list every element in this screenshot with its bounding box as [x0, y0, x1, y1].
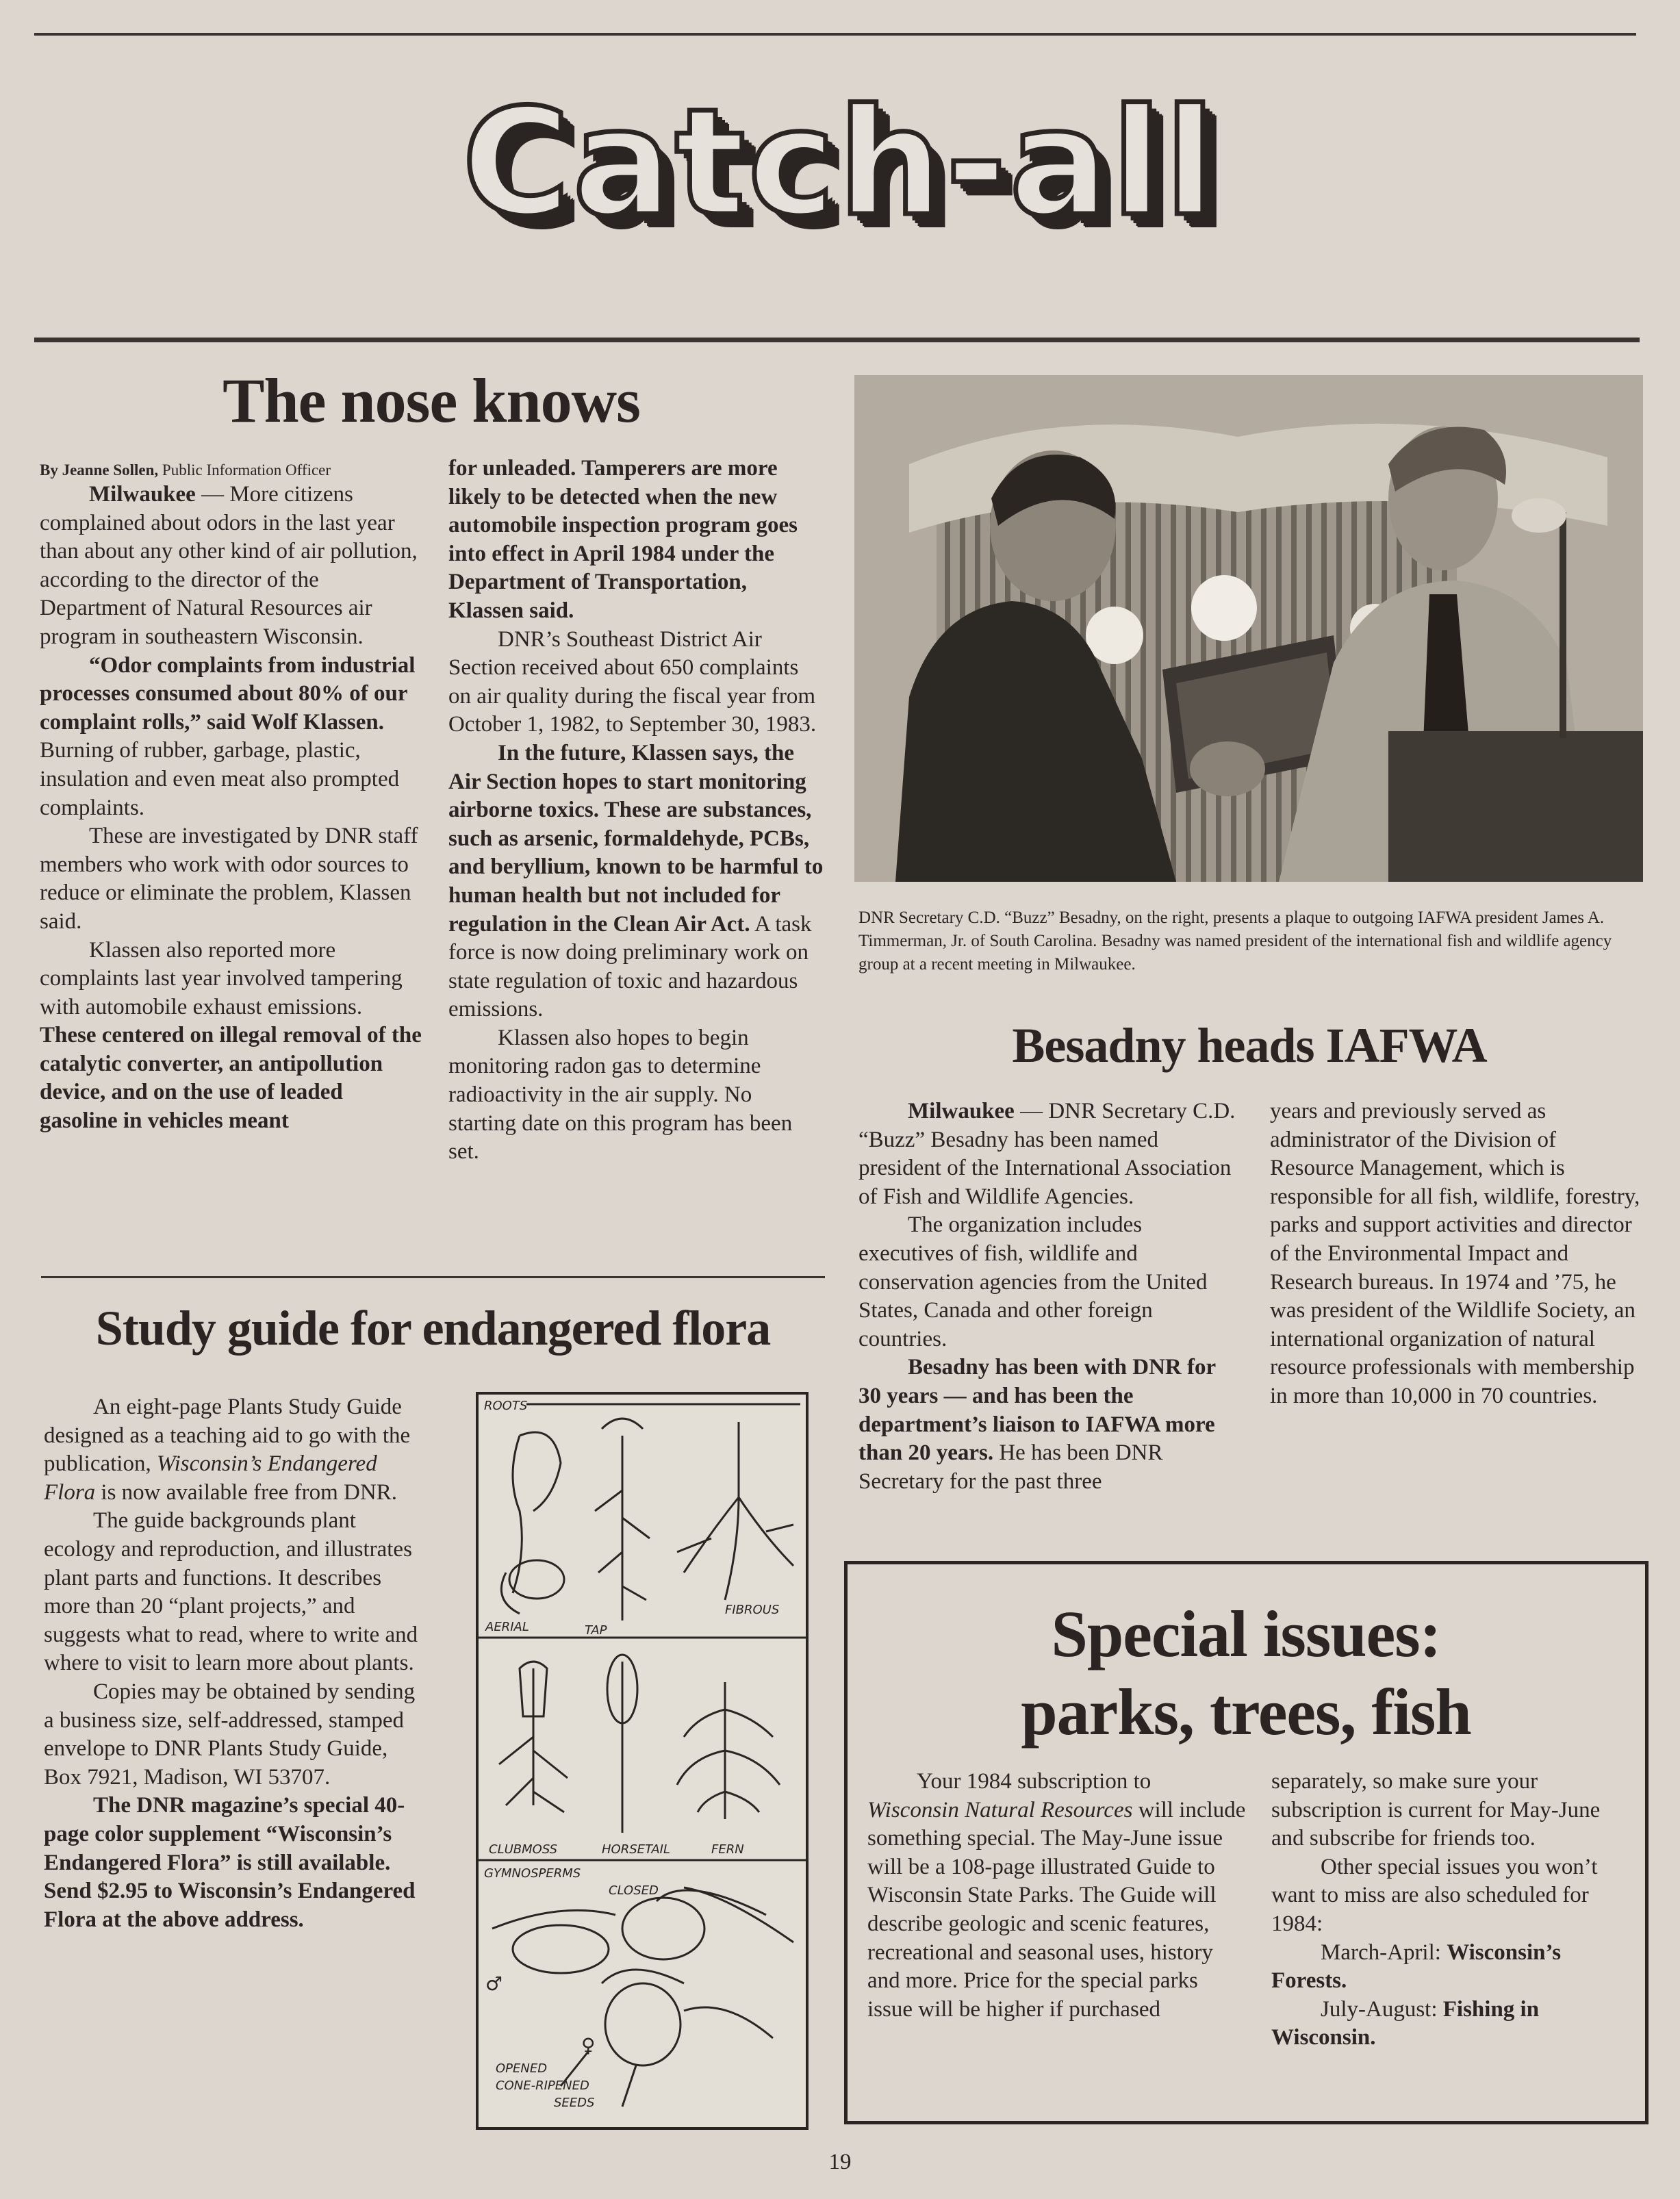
- byline-role: Public Information Officer: [158, 461, 331, 479]
- masthead-rule: [34, 338, 1640, 342]
- plant-drawing: [479, 1395, 806, 2127]
- paragraph: [44, 1792, 427, 1934]
- paragraph: [44, 1678, 427, 1792]
- paragraph-text: Burning of rubber, garbage, plastic, insulation and even meat also prompted complaints.: [40, 738, 400, 820]
- paragraph: [1271, 1996, 1627, 2052]
- label-seeds: SEEDS: [554, 2096, 595, 2110]
- byline: [40, 460, 423, 481]
- paragraph: [44, 1507, 427, 1678]
- paragraph-text: Other special issues you won’t want to miss are also scheduled for 1984:: [1271, 1854, 1598, 1936]
- paragraph-text: — More citizens complained about odors in the last year than about any other kind of air pollution, according to the director of the Department of Natural Resources air program in southeastern Wisconsin.: [40, 482, 418, 649]
- special-issues-headline: [849, 1595, 1643, 1751]
- paragraph: [448, 1024, 825, 1167]
- nose-column-2: [448, 455, 825, 1167]
- label-gymnosperms: GYMNOSPERMS: [484, 1866, 581, 1881]
- special-column-1: [867, 1768, 1247, 2024]
- paragraph: [40, 652, 423, 823]
- paragraph-text: These are investigated by DNR staff members who work with odor sources to reduce or eliminate the problem, Klassen said.: [40, 824, 418, 934]
- paragraph-bold: Besadny has been with DNR for 30 years — and has been the department’s liaison to IAFWA more than 20 years.: [858, 1355, 1216, 1466]
- paragraph: [448, 739, 825, 1024]
- paragraph: [867, 1768, 1247, 2024]
- paragraph: [858, 1097, 1238, 1211]
- paragraph: [858, 1353, 1238, 1496]
- paragraph: [1271, 1939, 1627, 1996]
- masthead-title: Catch-all: [462, 77, 1218, 249]
- byline-name: By Jeanne Sollen,: [40, 461, 159, 479]
- label-opened: OPENED: [496, 2061, 548, 2076]
- plant-illustration: [476, 1392, 809, 2130]
- paragraph: [1271, 1853, 1627, 1939]
- flora-headline: Study guide for endangered flora: [95, 1301, 771, 1356]
- label-clubmoss: CLUBMOSS: [489, 1842, 558, 1857]
- page-number: 19: [828, 2150, 852, 2174]
- publication-title: Wisconsin’s Endangered Flora: [44, 1451, 377, 1505]
- dateline: Milwaukee: [908, 1099, 1015, 1123]
- issue-topic: Fishing in Wisconsin.: [1271, 1996, 1540, 2050]
- award-photo: [854, 375, 1643, 882]
- paragraph-bold: for unleaded. Tamperers are more likely to be detected when the new automobile inspection program goes into effect in April 1984 under the Department of Transportation, Klassen said.: [448, 456, 798, 623]
- paragraph-bold: In the future, Klassen says, the Air Section hopes to start monitoring airborne toxics. These are substances, such as arsenic, formaldehyde, PCBs, and beryllium, known to be harmful to human health but not included for regulation in the Clean Air Act.: [448, 740, 824, 937]
- female-symbol: ♀: [581, 2034, 596, 2057]
- special-issues-title-line-1: Special issues:: [1051, 1597, 1441, 1670]
- issue-topic: Wisconsin’s Forests.: [1271, 1940, 1562, 1994]
- top-rule: [34, 33, 1636, 36]
- paragraph-bold: These centered on illegal removal of the catalytic converter, an antipollution device, and on the use of leaded gasoline in vehicles meant: [40, 1023, 422, 1134]
- label-fern: FERN: [711, 1842, 744, 1857]
- paragraph: [40, 937, 423, 1136]
- paragraph-text: March-April:: [1321, 1940, 1447, 1965]
- paragraph-text: is now available free from DNR.: [95, 1479, 397, 1505]
- besadny-headline: Besadny heads IAFWA: [1012, 1018, 1487, 1073]
- besadny-column-1: [858, 1097, 1238, 1496]
- paragraph-bold: “Odor complaints from industrial processes consumed about 80% of our complaint rolls,” said Wolf Klassen.: [40, 652, 416, 735]
- paragraph-text: An eight-page Plants Study Guide designed as a teaching aid to go with the publication,: [44, 1395, 411, 1477]
- photo-caption: DNR Secretary C.D. “Buzz” Besadny, on the right, presents a plaque to outgoing IAFWA president James A. Timmerman, Jr. of South Carolina. Besadny was named president of the international fish and wildlife agency group at a recent meeting in Milwaukee.: [858, 908, 1612, 974]
- paragraph-text: Copies may be obtained by sending a business size, self-addressed, stamped envelope to DNR Plants Study Guide, Box 7921, Madison, WI 53707.: [44, 1679, 416, 1790]
- nose-column-1: [40, 460, 423, 1136]
- paragraph: [448, 626, 825, 739]
- paragraph: [1270, 1097, 1643, 1411]
- nose-headline: The nose knows: [222, 366, 640, 435]
- section-divider: [41, 1276, 825, 1278]
- paragraph-text: will include something special. The May-June issue will be a 108-page illustrated Guide to Wisconsin State Parks. The Guide will describe geologic and scenic features, recreational and seasonal uses, history and more. Price for the special parks issue will be higher if purchased: [867, 1797, 1246, 2022]
- paragraph-text: The guide backgrounds plant ecology and reproduction, and illustrates plant parts and functions. It describes more than 20 “plant projects,” and suggests what to read, where to write and where to visit to learn more about plants.: [44, 1508, 418, 1676]
- paragraph-text: Klassen also reported more complaints last year involved tampering with automobile exhaust emissions.: [40, 937, 403, 1019]
- photo-illustration: [854, 375, 1643, 882]
- paragraph-text: July-August:: [1321, 1996, 1443, 2022]
- special-column-2: [1271, 1768, 1627, 2052]
- label-horsetail: HORSETAIL: [602, 1842, 671, 1857]
- paragraph: [40, 481, 423, 652]
- special-issues-title-line-2: parks, trees, fish: [1021, 1675, 1471, 1749]
- paragraph-text: A task force is now doing preliminary work on state regulation of toxic and hazardous emissions.: [448, 911, 812, 1022]
- paragraph: [40, 822, 423, 936]
- paragraph: [44, 1393, 427, 1507]
- paragraph-text: He has been DNR Secretary for the past three: [858, 1440, 1163, 1494]
- paragraph: [1271, 1768, 1627, 1853]
- paragraph-text: Klassen also hopes to begin monitoring radon gas to determine radioactivity in the air supply. No starting date on this program has been set.: [448, 1025, 793, 1165]
- paragraph-text: DNR’s Southeast District Air Section received about 650 complaints on air quality during the fiscal year from October 1, 1982, to September 30, 1983.: [448, 626, 817, 737]
- paragraph-text: Your 1984 subscription to: [917, 1769, 1151, 1794]
- paragraph-bold: The DNR magazine’s special 40-page color supplement “Wisconsin’s Endangered Flora” is still available. Send $2.95 to Wisconsin’s Endangered Flora at the above address.: [44, 1793, 416, 1932]
- label-aerial: AERIAL: [485, 1620, 529, 1634]
- label-tap: TAP: [585, 1623, 607, 1638]
- label-roots: ROOTS: [484, 1399, 528, 1413]
- paragraph-text: years and previously served as administrator of the Division of Resource Management, which is responsible for all fish, wildlife, forestry, parks and support activities and director of the Environmental Impact and Research bureaus. In 1974 and ’75, he was president of the Wildlife Society, an international organization of natural resource professionals with membership in more than 10,000 in 70 countries.: [1270, 1099, 1640, 1408]
- paragraph: [858, 1211, 1238, 1353]
- label-closed: CLOSED: [609, 1883, 659, 1898]
- paragraph-text: separately, so make sure your subscription is current for May-June and subscribe for friends too.: [1271, 1769, 1601, 1851]
- besadny-column-2: [1270, 1097, 1643, 1411]
- paragraph-text: — DNR Secretary C.D. “Buzz” Besadny has been named president of the International Association of Fish and Wildlife Agencies.: [858, 1099, 1236, 1209]
- dateline: Milwaukee: [89, 482, 196, 507]
- flora-column: [44, 1393, 427, 1934]
- publication-title: Wisconsin Natural Resources: [867, 1797, 1133, 1822]
- male-symbol: ♂: [485, 1972, 503, 1995]
- label-fibrous: FIBROUS: [725, 1603, 780, 1617]
- paragraph-text: The organization includes executives of fish, wildlife and conservation agencies from the United States, Canada and other foreign countries.: [858, 1212, 1208, 1351]
- label-cone-ripened: CONE-RIPENED: [496, 2079, 589, 2093]
- paragraph: [448, 455, 825, 626]
